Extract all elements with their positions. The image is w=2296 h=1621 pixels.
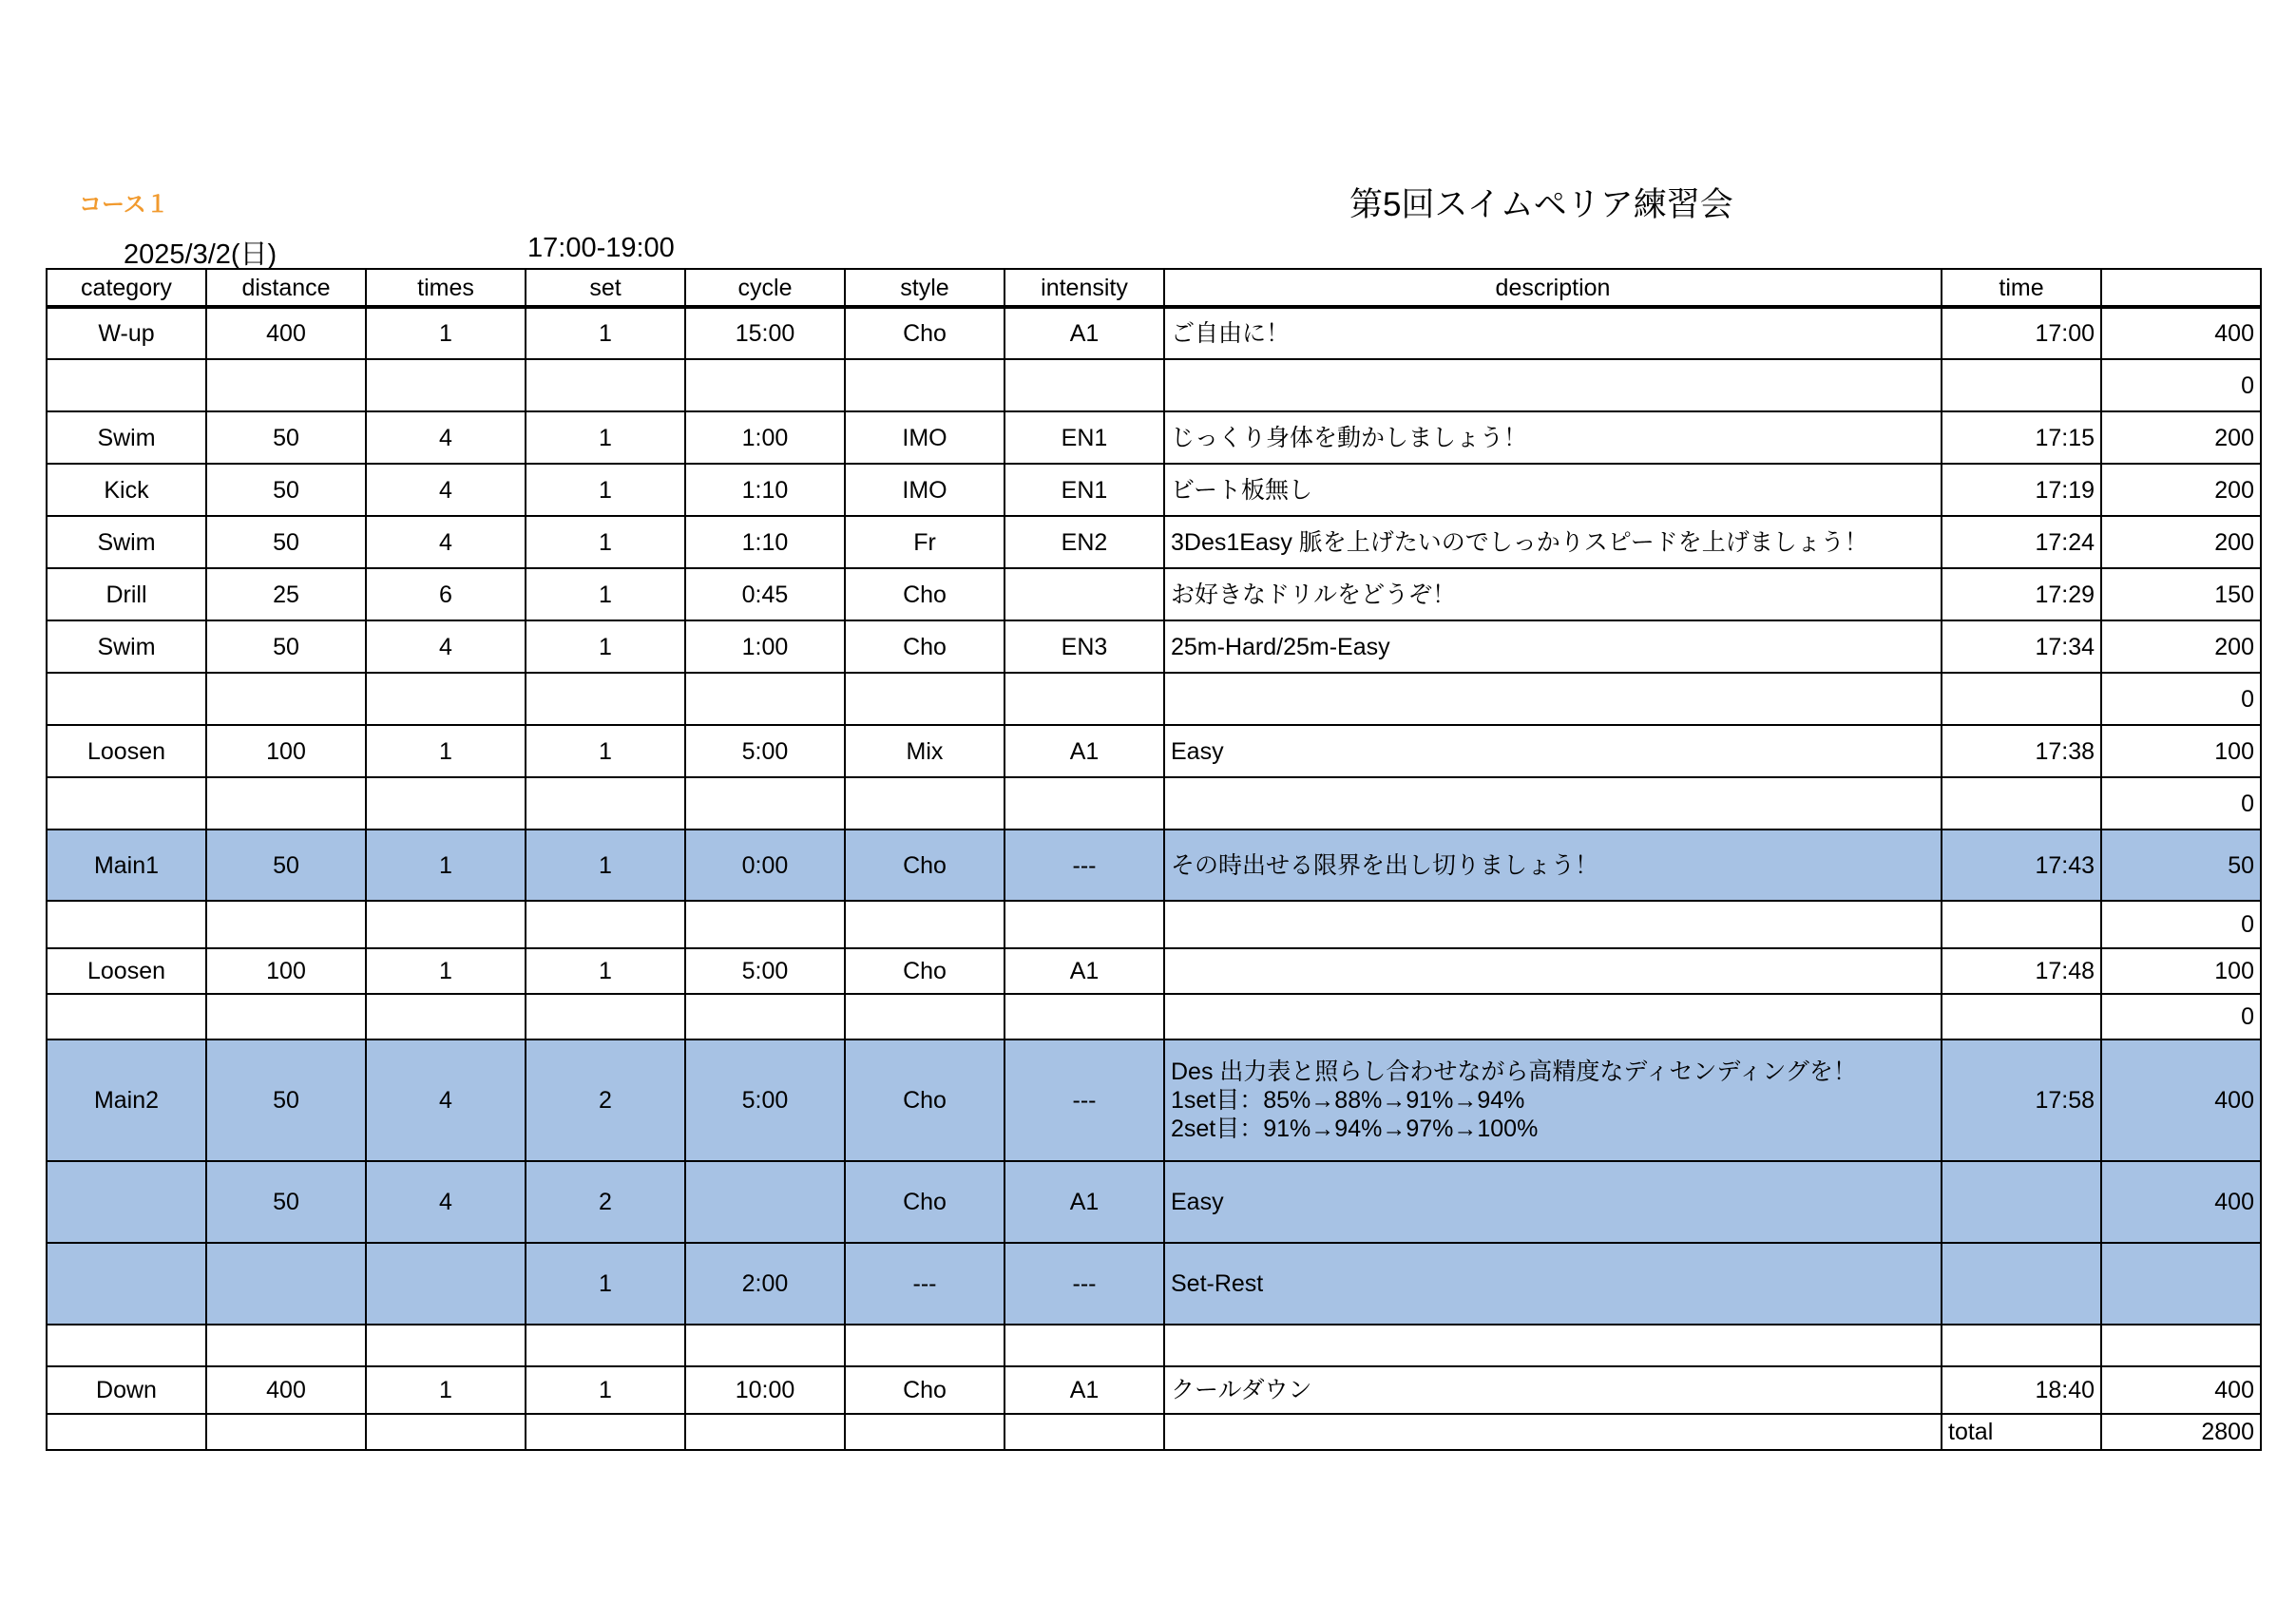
cell-total: 200 [2101,620,2261,673]
cell-distance [206,1325,366,1366]
cell-time: 17:43 [1942,830,2101,901]
empty-cell [526,1414,685,1450]
cell-set: 1 [526,464,685,516]
cell-category: W-up [47,307,206,359]
cell-time: 17:00 [1942,307,2101,359]
cell-description: その時出せる限界を出し切りましょう！ [1164,830,1942,901]
cell-description: Easy [1164,1161,1942,1243]
cell-set: 1 [526,830,685,901]
cell-time [1942,359,2101,411]
cell-cycle: 15:00 [685,307,845,359]
cell-distance: 50 [206,1039,366,1161]
cell-style: Cho [845,1039,1004,1161]
cell-style [845,777,1004,830]
cell-times: 1 [366,830,526,901]
header-row [47,269,2261,307]
total-row [47,1414,2261,1450]
cell-times: 4 [366,620,526,673]
cell-distance: 50 [206,516,366,568]
cell-cycle [685,1325,845,1366]
cell-total: 50 [2101,830,2261,901]
cell-description: Set-Rest [1164,1243,1942,1325]
cell-category: Main1 [47,830,206,901]
cell-times [366,359,526,411]
column-header: intensity [1004,269,1164,307]
cell-cycle: 2:00 [685,1243,845,1325]
cell-cycle [685,901,845,948]
table-row [47,1161,2261,1243]
cell-distance: 100 [206,948,366,994]
cell-description: お好きなドリルをどうぞ！ [1164,568,1942,620]
cell-distance [206,994,366,1039]
empty-cell [206,1414,366,1450]
cell-set [526,901,685,948]
cell-cycle: 5:00 [685,948,845,994]
cell-category: Loosen [47,725,206,777]
cell-category [47,359,206,411]
cell-times: 4 [366,516,526,568]
cell-total: 200 [2101,516,2261,568]
cell-category: Swim [47,411,206,464]
cell-times [366,1325,526,1366]
column-header: description [1164,269,1942,307]
event-hours: 17:00-19:00 [527,233,675,263]
cell-time [1942,1325,2101,1366]
cell-total: 0 [2101,359,2261,411]
cell-style: --- [845,1243,1004,1325]
cell-times: 6 [366,568,526,620]
cell-total: 100 [2101,948,2261,994]
cell-times [366,994,526,1039]
cell-times: 4 [366,411,526,464]
cell-style: Cho [845,830,1004,901]
cell-distance: 50 [206,411,366,464]
cell-cycle [685,1161,845,1243]
cell-set: 1 [526,307,685,359]
cell-category: Kick [47,464,206,516]
cell-intensity: --- [1004,1039,1164,1161]
cell-times: 1 [366,1366,526,1414]
cell-set [526,1325,685,1366]
cell-distance: 50 [206,830,366,901]
cell-style: Cho [845,948,1004,994]
cell-times [366,901,526,948]
cell-total: 200 [2101,464,2261,516]
cell-distance [206,901,366,948]
cell-description: じっくり身体を動かしましょう！ [1164,411,1942,464]
cell-intensity [1004,901,1164,948]
cell-time [1942,901,2101,948]
cell-category [47,901,206,948]
table-row [47,1325,2261,1366]
cell-category: Down [47,1366,206,1414]
cell-set [526,994,685,1039]
cell-style [845,901,1004,948]
cell-style: IMO [845,464,1004,516]
cell-set: 2 [526,1039,685,1161]
table-row [47,777,2261,830]
cell-total [2101,1325,2261,1366]
cell-set: 1 [526,725,685,777]
cell-cycle [685,359,845,411]
cell-cycle: 10:00 [685,1366,845,1414]
cell-distance: 25 [206,568,366,620]
cell-cycle: 1:00 [685,620,845,673]
cell-description: 25m-Hard/25m-Easy [1164,620,1942,673]
cell-intensity [1004,359,1164,411]
cell-total [2101,1243,2261,1325]
cell-times [366,1243,526,1325]
column-header: time [1942,269,2101,307]
total-label: total [1942,1414,2101,1450]
cell-description [1164,994,1942,1039]
cell-category [47,673,206,725]
cell-style: Cho [845,307,1004,359]
cell-intensity: A1 [1004,725,1164,777]
empty-cell [366,1414,526,1450]
cell-style [845,994,1004,1039]
cell-style: Mix [845,725,1004,777]
cell-set [526,359,685,411]
cell-set: 1 [526,1366,685,1414]
cell-style: Fr [845,516,1004,568]
cell-description [1164,359,1942,411]
cell-style: Cho [845,620,1004,673]
cell-cycle [685,994,845,1039]
cell-intensity [1004,1325,1164,1366]
cell-category: Swim [47,516,206,568]
cell-category [47,777,206,830]
cell-intensity: --- [1004,830,1164,901]
table-row [47,673,2261,725]
table-row [47,359,2261,411]
table-row [47,725,2261,777]
column-header: times [366,269,526,307]
cell-set: 1 [526,411,685,464]
cell-description [1164,673,1942,725]
cell-distance: 50 [206,620,366,673]
cell-category [47,1161,206,1243]
cell-style: Cho [845,1161,1004,1243]
cell-set: 1 [526,1243,685,1325]
cell-intensity: A1 [1004,948,1164,994]
cell-time: 17:58 [1942,1039,2101,1161]
cell-intensity: A1 [1004,307,1164,359]
cell-description [1164,948,1942,994]
cell-cycle [685,777,845,830]
cell-distance [206,777,366,830]
cell-cycle: 0:00 [685,830,845,901]
table-row [47,411,2261,464]
cell-time: 17:38 [1942,725,2101,777]
cell-total: 400 [2101,307,2261,359]
cell-intensity: A1 [1004,1161,1164,1243]
column-header: distance [206,269,366,307]
empty-cell [1004,1414,1164,1450]
cell-set: 1 [526,568,685,620]
cell-times [366,673,526,725]
cell-cycle: 5:00 [685,1039,845,1161]
cell-times: 1 [366,307,526,359]
column-header [2101,269,2261,307]
cell-set: 1 [526,620,685,673]
cell-category [47,994,206,1039]
cell-distance [206,673,366,725]
cell-set: 1 [526,948,685,994]
practice-table [46,268,2262,1451]
cell-description: ビート板無し [1164,464,1942,516]
cell-times: 1 [366,948,526,994]
cell-time: 17:34 [1942,620,2101,673]
cell-intensity: EN1 [1004,411,1164,464]
cell-style: IMO [845,411,1004,464]
cell-intensity: EN2 [1004,516,1164,568]
cell-time: 17:24 [1942,516,2101,568]
cell-description [1164,901,1942,948]
cell-cycle: 0:45 [685,568,845,620]
cell-total: 0 [2101,673,2261,725]
cell-distance [206,359,366,411]
event-date: 2025/3/2(日) [124,239,277,270]
cell-description: Des 出力表と照らし合わせながら高精度なディセンディングを！ 1set目：85%→88%→91%→94% 2set目：91%→94%→97%→100% [1164,1039,1942,1161]
cell-set: 1 [526,516,685,568]
table-row [47,901,2261,948]
cell-time [1942,1161,2101,1243]
cell-time: 17:29 [1942,568,2101,620]
cell-total: 0 [2101,901,2261,948]
cell-style [845,673,1004,725]
cell-total: 150 [2101,568,2261,620]
cell-description: 3Des1Easy 脈を上げたいのでしっかりスピードを上げましょう！ [1164,516,1942,568]
table-row [47,464,2261,516]
empty-cell [685,1414,845,1450]
cell-times: 1 [366,725,526,777]
cell-description: ご自由に！ [1164,307,1942,359]
cell-category [47,1325,206,1366]
cell-category: Main2 [47,1039,206,1161]
cell-cycle: 1:10 [685,464,845,516]
cell-cycle: 5:00 [685,725,845,777]
column-header: cycle [685,269,845,307]
page-title: 第5回スイムペリア練習会 [1349,186,1733,223]
cell-cycle [685,673,845,725]
cell-intensity [1004,777,1164,830]
cell-distance: 400 [206,307,366,359]
cell-set [526,777,685,830]
cell-time: 17:15 [1942,411,2101,464]
cell-style [845,359,1004,411]
empty-cell [1164,1414,1942,1450]
cell-intensity: EN1 [1004,464,1164,516]
table-row [47,948,2261,994]
cell-time [1942,673,2101,725]
total-value: 2800 [2101,1414,2261,1450]
cell-total: 400 [2101,1366,2261,1414]
cell-distance: 400 [206,1366,366,1414]
cell-total: 0 [2101,994,2261,1039]
table-row [47,516,2261,568]
cell-times [366,777,526,830]
column-header: style [845,269,1004,307]
cell-times: 4 [366,464,526,516]
cell-time: 17:48 [1942,948,2101,994]
cell-times: 4 [366,1039,526,1161]
cell-time: 17:19 [1942,464,2101,516]
column-header: set [526,269,685,307]
cell-category: Swim [47,620,206,673]
table-row [47,307,2261,359]
cell-total: 200 [2101,411,2261,464]
course-label: コース１ [79,192,169,218]
cell-set [526,673,685,725]
cell-description [1164,777,1942,830]
cell-description: クールダウン [1164,1366,1942,1414]
cell-intensity: A1 [1004,1366,1164,1414]
cell-intensity: --- [1004,1243,1164,1325]
empty-cell [47,1414,206,1450]
cell-total: 0 [2101,777,2261,830]
cell-intensity: EN3 [1004,620,1164,673]
table-row [47,620,2261,673]
cell-description [1164,1325,1942,1366]
empty-cell [845,1414,1004,1450]
table-row [47,830,2261,901]
cell-category: Loosen [47,948,206,994]
cell-intensity [1004,568,1164,620]
cell-category: Drill [47,568,206,620]
cell-total: 400 [2101,1039,2261,1161]
cell-intensity [1004,994,1164,1039]
cell-description: Easy [1164,725,1942,777]
cell-time: 18:40 [1942,1366,2101,1414]
column-header: category [47,269,206,307]
cell-set: 2 [526,1161,685,1243]
cell-distance: 50 [206,1161,366,1243]
cell-category [47,1243,206,1325]
cell-style: Cho [845,1366,1004,1414]
table-row [47,568,2261,620]
cell-total: 100 [2101,725,2261,777]
cell-total: 400 [2101,1161,2261,1243]
cell-style: Cho [845,568,1004,620]
cell-distance: 100 [206,725,366,777]
cell-time [1942,777,2101,830]
cell-distance [206,1243,366,1325]
cell-cycle: 1:10 [685,516,845,568]
table-row [47,1243,2261,1325]
cell-cycle: 1:00 [685,411,845,464]
cell-style [845,1325,1004,1366]
cell-time [1942,994,2101,1039]
table-row [47,1039,2261,1161]
table-row [47,994,2261,1039]
cell-intensity [1004,673,1164,725]
cell-times: 4 [366,1161,526,1243]
cell-distance: 50 [206,464,366,516]
table-row [47,1366,2261,1414]
cell-time [1942,1243,2101,1325]
